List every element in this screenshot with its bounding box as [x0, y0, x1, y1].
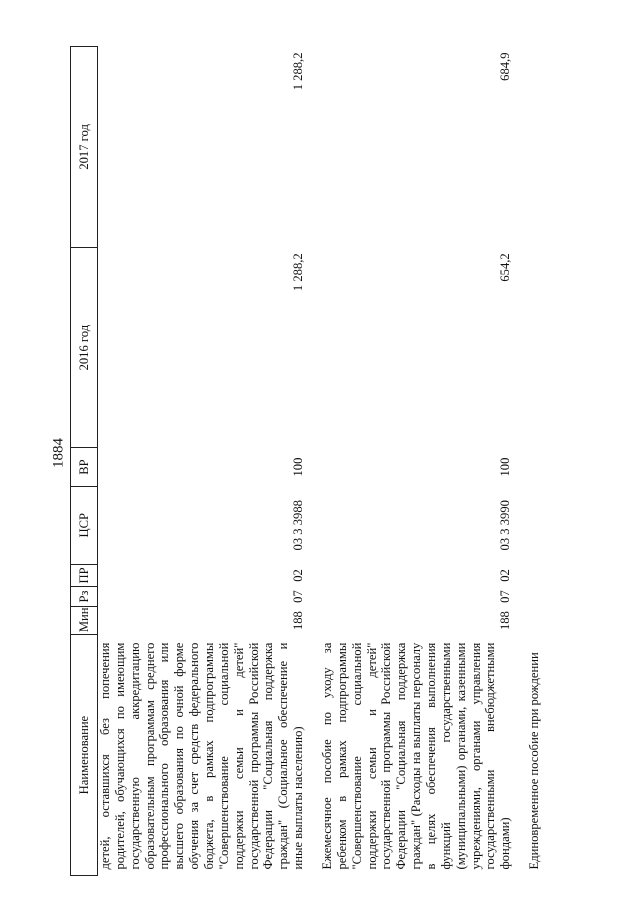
- row-csr: [519, 486, 548, 564]
- header-csr: ЦСР: [71, 486, 98, 564]
- table-row: [519, 47, 548, 876]
- row-name: детей, оставшихся без попечения родителей, обучающихся по имеющим государственную аккредитацию образовательным программам среднего профессионального образования или высшего образования по очной форме обучения за счет средств федерального бюджета, в рамках подпрограммы "Совершенствование социальной поддержки семьи и детей" государственной программы Российской Федерации "Социальная поддержка граждан" (Социальное обеспечение и иные выплаты населению): [98, 642, 306, 870]
- row-rz: 07: [291, 590, 306, 603]
- rotated-page: [70, 46, 600, 876]
- row-csr: 03 3 3990: [498, 500, 513, 551]
- row-2017: 684,9: [498, 52, 513, 81]
- row-2017: [519, 47, 548, 248]
- row-vr: [519, 448, 548, 486]
- row-2017: 1 288,2: [291, 52, 306, 91]
- header-vr: ВР: [71, 448, 98, 486]
- row-rz: 07: [498, 590, 513, 603]
- row-2016: [519, 247, 548, 448]
- row-min: 188: [291, 611, 306, 631]
- header-2017: 2017 год: [71, 47, 98, 248]
- row-2016: 1 288,2: [291, 253, 306, 292]
- table-header-row: [71, 47, 98, 876]
- header-name: Наименование: [71, 635, 98, 876]
- row-min: 188: [498, 611, 513, 631]
- row-vr: 100: [498, 457, 513, 477]
- row-pr: 02: [291, 569, 306, 582]
- row-vr: 100: [291, 457, 306, 477]
- row-min: [519, 607, 548, 635]
- header-pr: ПР: [71, 564, 98, 586]
- table-row: [98, 47, 313, 876]
- row-pr: 02: [498, 569, 513, 582]
- row-2016: 654,2: [498, 253, 513, 282]
- header-2016: 2016 год: [71, 247, 98, 448]
- row-csr: 03 3 3988: [291, 500, 306, 551]
- header-rz: Рз: [71, 586, 98, 606]
- table-row: [312, 47, 519, 876]
- row-pr: [519, 564, 548, 586]
- header-min: Мин: [71, 607, 98, 635]
- row-rz: [519, 586, 548, 606]
- page-number: 1884: [50, 438, 67, 468]
- budget-table: [70, 46, 548, 876]
- row-name: Ежемесячное пособие по уходу за ребенком в рамках подпрограммы "Совершенствование социальной поддержки семьи и детей" государственной программы Российской Федерации "Социальная поддержка граждан" (Расходы на выплаты персоналу в целях обеспечения выполнения функций государственными (муниципальными) органами, казенными учреждениями, органами управления государственными внебюджетными фондами): [320, 642, 513, 870]
- row-name: Единовременное пособие при рождении: [527, 652, 542, 870]
